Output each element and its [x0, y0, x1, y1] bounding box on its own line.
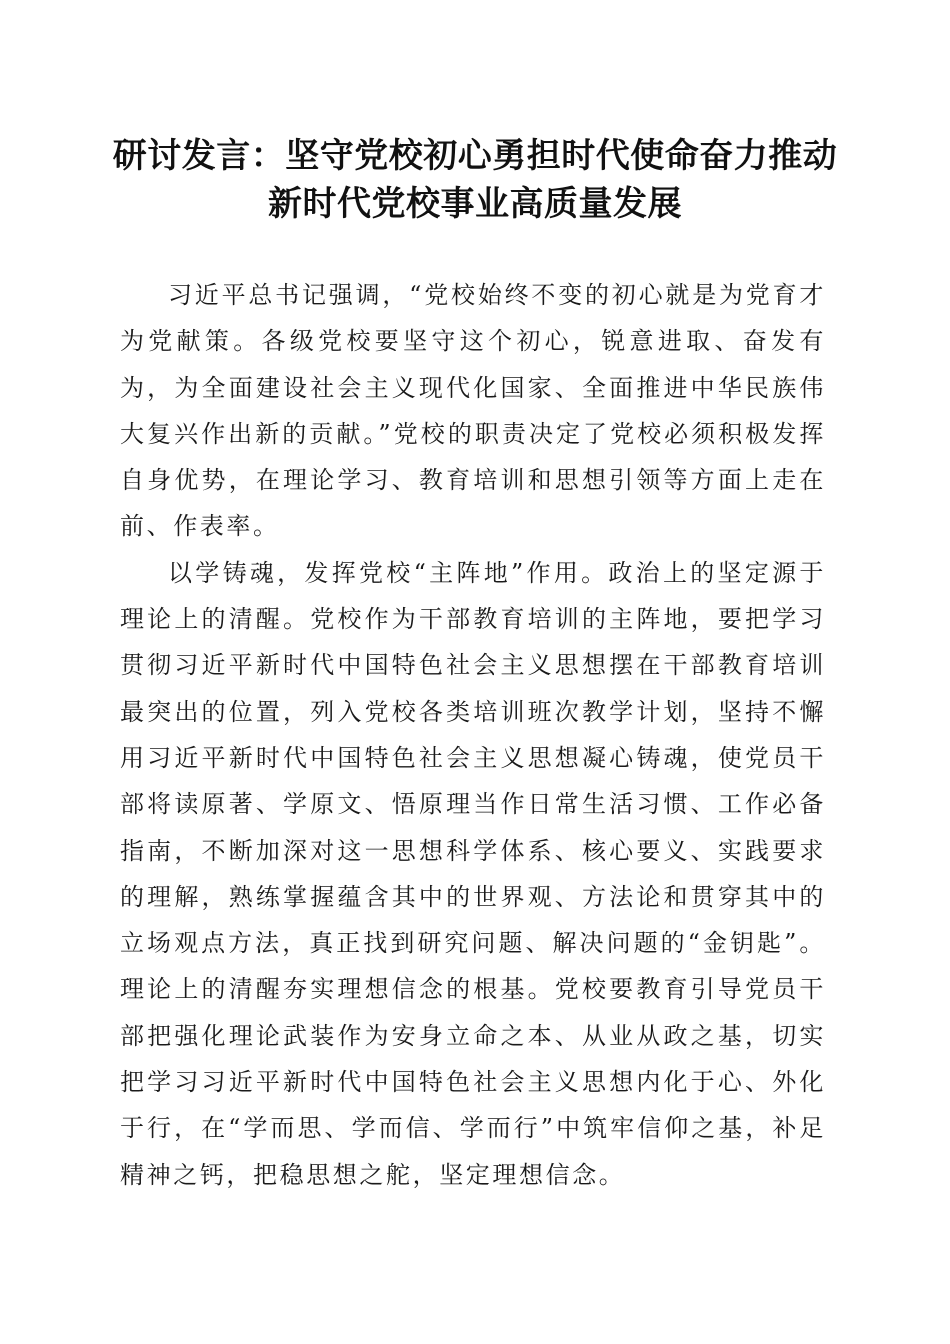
- paragraph-2: 以学铸魂，发挥党校“主阵地”作用。政治上的坚定源于理论上的清醒。党校作为干部教育培训的主阵地，要把学习贯彻习近平新时代中国特色社会主义思想摆在干部教育培训最突出的位置，列入党校各类培训班次教学计划，坚持不懈用习近平新时代中国特色社会主义思想凝心铸魂，使党员干部将读原著、学原文、悟原理当作日常生活习惯、工作必备指南，不断加深对这一思想科学体系、核心要义、实践要求的理解，熟练掌握蕴含其中的世界观、方法论和贯穿其中的立场观点方法，真正找到研究问题、解决问题的“金钥匙”。理论上的清醒夯实理想信念的根基。党校要教育引导党员干部把强化理论武装作为安身立命之本、从业从政之基，切实把学习习近平新时代中国特色社会主义思想内化于心、外化于行，在“学而思、学而信、学而行”中筑牢信仰之基，补足精神之钙，把稳思想之舵，坚定理想信念。: [120, 558, 826, 1189]
- document-body: [120, 272, 826, 1198]
- paragraph-1: 习近平总书记强调，“党校始终不变的初心就是为党育才为党献策。各级党校要坚守这个初心，锐意进取、奋发有为，为全面建设社会主义现代化国家、全面推进中华民族伟大复兴作出新的贡献。”党校的职责决定了党校必须积极发挥自身优势，在理论学习、教育培训和思想引领等方面上走在前、作表率。: [120, 281, 826, 541]
- document-title: 研讨发言：坚守党校初心勇担时代使命奋力推动新时代党校事业高质量发展: [112, 136, 838, 224]
